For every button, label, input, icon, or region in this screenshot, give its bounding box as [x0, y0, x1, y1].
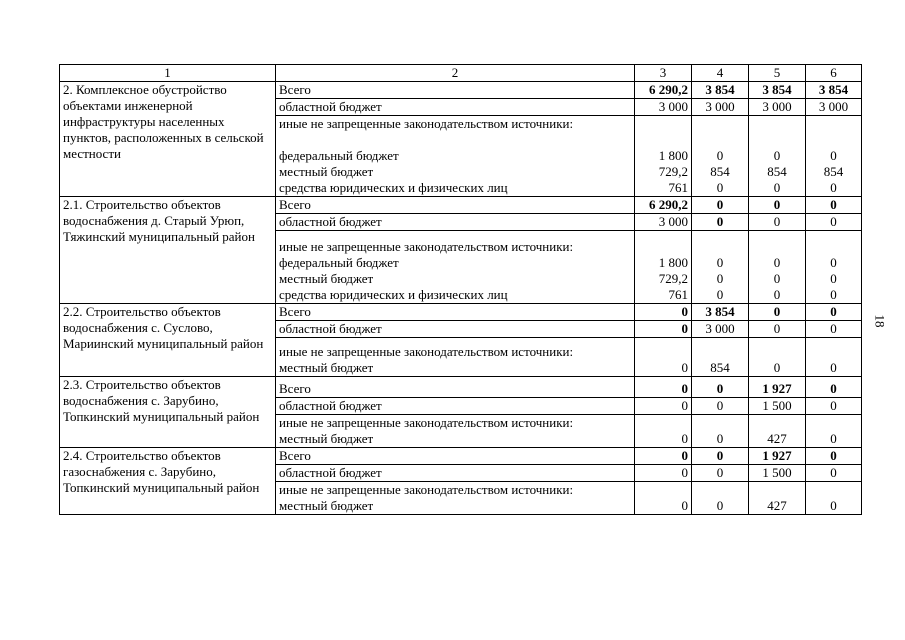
- other-sources-label: иные не запрещенные законодательством источники:: [279, 415, 574, 430]
- other-sources-cell: [276, 482, 635, 515]
- value-stack: [692, 231, 749, 304]
- value-cell: 3 000: [749, 99, 806, 116]
- page-number: 18: [872, 314, 888, 328]
- budget-table: [59, 64, 862, 515]
- value-cell: 6 290,2: [635, 82, 692, 99]
- value-cell: 1 927: [749, 448, 806, 465]
- value-cell: 0: [716, 180, 724, 195]
- value-cell: 0: [635, 377, 692, 398]
- value-cell: 0: [806, 197, 862, 214]
- source-label: областной бюджет: [276, 321, 635, 338]
- value-cell: 1 927: [749, 377, 806, 398]
- value-stack: [806, 231, 862, 304]
- other-sources-cell: [276, 116, 635, 197]
- value-cell: 1 800: [658, 148, 688, 163]
- source-label: федеральный бюджет: [279, 148, 399, 163]
- value-cell: 0: [806, 321, 862, 338]
- value-cell: 0: [830, 271, 837, 286]
- header-cell: 6: [806, 65, 862, 82]
- source-label: средства юридических и физических лиц: [279, 180, 508, 195]
- value-cell: 0: [773, 180, 781, 195]
- value-cell: 0: [635, 465, 692, 482]
- value-cell: 1 500: [749, 398, 806, 415]
- value-stack: [806, 482, 862, 515]
- value-cell: 854: [710, 164, 730, 179]
- source-label: областной бюджет: [276, 99, 635, 116]
- source-label: Всего: [276, 82, 635, 99]
- other-sources-label: иные не запрещенные законодательством источники:: [279, 344, 574, 359]
- value-cell: 0: [681, 498, 688, 513]
- value-cell: 1 500: [749, 465, 806, 482]
- value-cell: 0: [635, 304, 692, 321]
- value-stack: [806, 415, 862, 448]
- header-cell: 4: [692, 65, 749, 82]
- value-stack: [749, 415, 806, 448]
- value-cell: 3 000: [692, 321, 749, 338]
- value-cell: 0: [806, 377, 862, 398]
- value-stack: [692, 116, 749, 197]
- value-cell: 854: [767, 164, 787, 179]
- value-cell: 761: [668, 287, 688, 302]
- header-cell: 3: [635, 65, 692, 82]
- value-cell: 729,2: [658, 164, 688, 179]
- value-stack: [806, 116, 862, 197]
- value-cell: 3 000: [806, 99, 862, 116]
- section-name: 2.1. Строительство объектов водоснабжения д. Старый Урюп, Тяжинский муниципальный район: [60, 197, 276, 304]
- value-cell: 0: [681, 360, 688, 375]
- value-cell: 0: [806, 465, 862, 482]
- other-sources-label: иные не запрещенные законодательством источники:: [279, 239, 574, 254]
- value-stack: [635, 116, 692, 197]
- total-row: [60, 304, 862, 321]
- value-cell: 0: [716, 255, 724, 270]
- source-label: федеральный бюджет: [279, 255, 399, 270]
- source-label: местный бюджет: [279, 498, 374, 513]
- value-cell: 729,2: [658, 271, 688, 286]
- value-cell: 0: [830, 498, 837, 513]
- other-sources-cell: [276, 415, 635, 448]
- value-stack: [635, 338, 692, 377]
- other-sources-cell: [276, 231, 635, 304]
- value-cell: 0: [830, 255, 837, 270]
- value-cell: 6 290,2: [635, 197, 692, 214]
- value-cell: 3 854: [692, 82, 749, 99]
- value-cell: 0: [692, 214, 749, 231]
- value-cell: 0: [749, 197, 806, 214]
- source-label: областной бюджет: [276, 465, 635, 482]
- value-cell: 0: [716, 287, 724, 302]
- value-cell: 427: [767, 431, 787, 446]
- value-cell: 854: [823, 164, 844, 179]
- value-cell: 0: [692, 398, 749, 415]
- value-stack: [692, 415, 749, 448]
- value-stack: [749, 482, 806, 515]
- source-label: Всего: [276, 377, 635, 398]
- section-name: 2.2. Строительство объектов водоснабжения с. Суслово, Мариинский муниципальный район: [60, 304, 276, 377]
- value-cell: 761: [668, 180, 688, 195]
- value-cell: 0: [830, 287, 837, 302]
- value-cell: 1 800: [658, 255, 688, 270]
- value-cell: 3 854: [806, 82, 862, 99]
- total-row: [60, 197, 862, 214]
- value-cell: 0: [716, 431, 724, 446]
- value-cell: 854: [710, 360, 730, 375]
- value-cell: 0: [716, 498, 724, 513]
- source-label: средства юридических и физических лиц: [279, 287, 508, 302]
- value-cell: 0: [773, 271, 781, 286]
- source-label: местный бюджет: [279, 271, 374, 286]
- value-cell: 0: [692, 377, 749, 398]
- value-stack: [692, 338, 749, 377]
- value-cell: 3 000: [635, 99, 692, 116]
- other-sources-cell: [276, 338, 635, 377]
- value-stack: [749, 116, 806, 197]
- value-cell: 0: [806, 304, 862, 321]
- value-stack: [635, 482, 692, 515]
- value-cell: 0: [830, 431, 837, 446]
- other-sources-label: иные не запрещенные законодательством источники:: [279, 116, 574, 131]
- source-label: Всего: [276, 304, 635, 321]
- value-cell: 0: [749, 304, 806, 321]
- value-stack: [692, 482, 749, 515]
- source-label: местный бюджет: [279, 431, 374, 446]
- source-label: Всего: [276, 197, 635, 214]
- value-cell: 0: [773, 148, 781, 163]
- source-label: местный бюджет: [279, 164, 374, 179]
- value-cell: 0: [749, 321, 806, 338]
- value-cell: 3 854: [749, 82, 806, 99]
- value-cell: 427: [767, 498, 787, 513]
- total-row: [60, 448, 862, 465]
- value-cell: 0: [806, 448, 862, 465]
- value-stack: [749, 338, 806, 377]
- value-cell: 0: [635, 448, 692, 465]
- header-cell: 2: [276, 65, 635, 82]
- header-row: [60, 65, 862, 82]
- value-stack: [806, 338, 862, 377]
- value-cell: 0: [716, 148, 724, 163]
- value-cell: 0: [692, 197, 749, 214]
- value-cell: 3 854: [692, 304, 749, 321]
- value-cell: 0: [806, 214, 862, 231]
- value-cell: 0: [635, 321, 692, 338]
- value-cell: 3 000: [635, 214, 692, 231]
- source-label: областной бюджет: [276, 398, 635, 415]
- value-stack: [635, 231, 692, 304]
- other-sources-label: иные не запрещенные законодательством источники:: [279, 482, 574, 497]
- header-cell: 5: [749, 65, 806, 82]
- value-cell: 0: [830, 360, 837, 375]
- total-row: [60, 82, 862, 99]
- value-cell: 0: [692, 465, 749, 482]
- value-cell: 0: [830, 148, 837, 163]
- source-label: областной бюджет: [276, 214, 635, 231]
- value-cell: 0: [773, 287, 781, 302]
- value-cell: 0: [749, 214, 806, 231]
- source-label: местный бюджет: [279, 360, 374, 375]
- value-cell: 0: [716, 271, 724, 286]
- section-name: 2. Комплексное обустройство объектами инженерной инфраструктуры населенных пунктов, расположенных в сельской местности: [60, 82, 276, 197]
- value-stack: [749, 231, 806, 304]
- source-label: Всего: [276, 448, 635, 465]
- header-cell: 1: [60, 65, 276, 82]
- value-cell: 0: [806, 398, 862, 415]
- value-cell: 0: [635, 398, 692, 415]
- value-cell: 0: [692, 448, 749, 465]
- value-stack: [635, 415, 692, 448]
- value-cell: 0: [830, 180, 837, 195]
- value-cell: 3 000: [692, 99, 749, 116]
- section-name: 2.3. Строительство объектов водоснабжения с. Зарубино, Топкинский муниципальный район: [60, 377, 276, 448]
- value-cell: 0: [773, 255, 781, 270]
- section-name: 2.4. Строительство объектов газоснабжения с. Зарубино, Топкинский муниципальный район: [60, 448, 276, 515]
- value-cell: 0: [681, 431, 688, 446]
- total-row: [60, 377, 862, 398]
- value-cell: 0: [773, 360, 781, 375]
